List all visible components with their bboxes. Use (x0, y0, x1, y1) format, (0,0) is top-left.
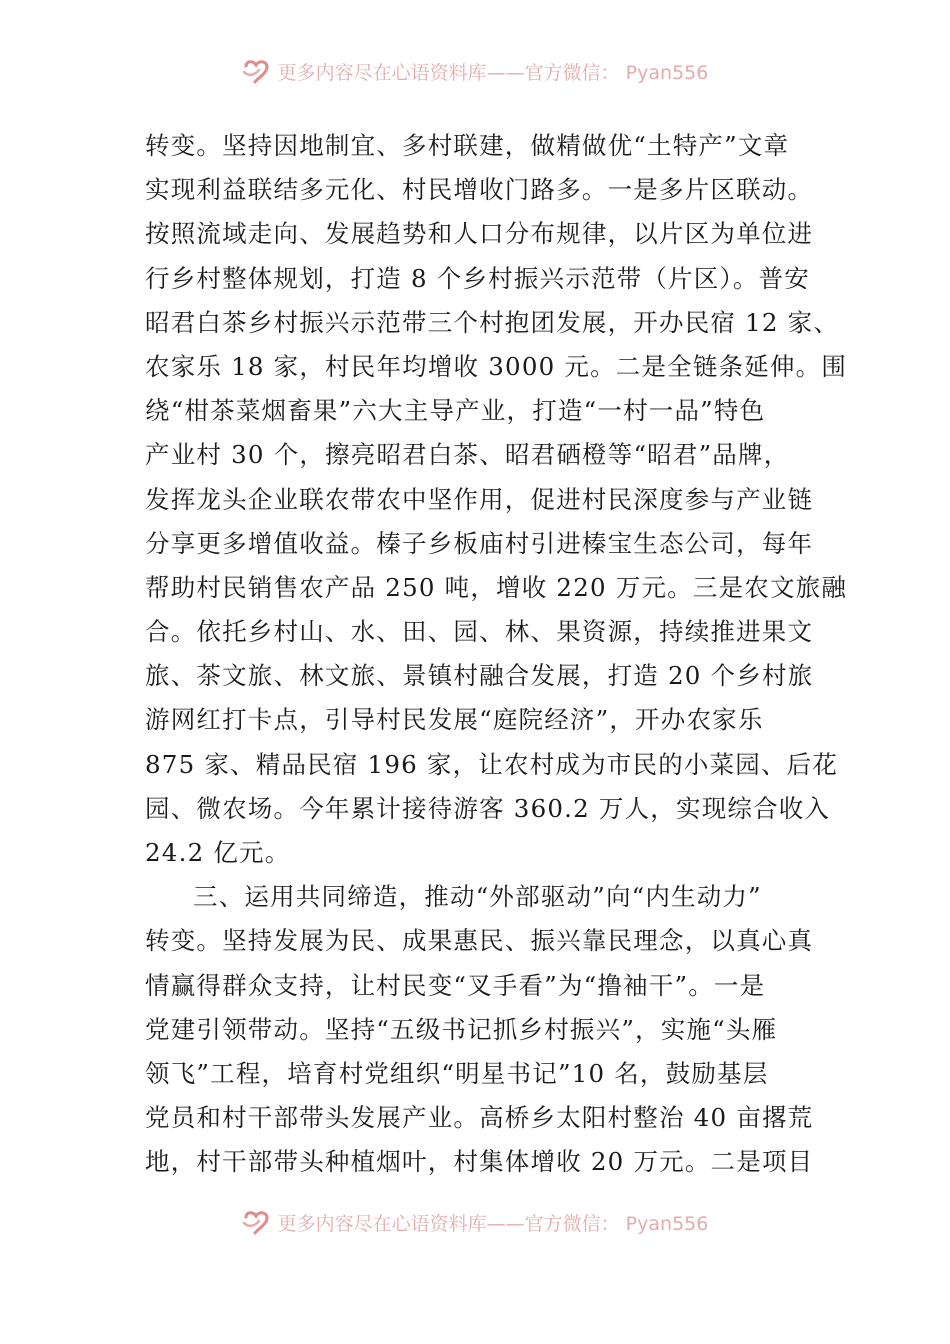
text-line: 行乡村整体规划，打造 8 个乡村振兴示范带（片区）。普安 (145, 263, 811, 293)
watermark-text: 更多内容尽在心语资料库——官方微信： Pyan556 (277, 1212, 709, 1235)
text-line: 按照流域走向、发展趋势和人口分布规律，以片区为单位进 (145, 219, 814, 249)
text-line: 转变。坚持因地制宜、多村联建，做精做优“土特产”文章 (145, 131, 790, 160)
heart-swirl-logo-icon (242, 58, 272, 84)
text-line: 领飞”工程，培育村党组织“明星书记”10 名，鼓励基层 (145, 1058, 769, 1088)
text-line: 实现利益联结多元化、村民增收门路多。一是多片区联动。 (145, 175, 814, 205)
text-line: 产业村 30 个，擦亮昭君白茶、昭君硒橙等“昭君”品牌， (145, 440, 790, 470)
watermark-text: 更多内容尽在心语资料库——官方微信： Pyan556 (277, 61, 709, 84)
text-line: 帮助村民销售农产品 250 吨，增收 220 万元。三是农文旅融 (145, 572, 848, 602)
text-line: 昭君白茶乡村振兴示范带三个村抱团发展，开办民宿 12 家、 (145, 307, 840, 337)
text-line: 24.2 亿元。 (145, 838, 291, 867)
section-heading-line: 三、运用共同缔造，推动“外部驱动”向“内生动力” (193, 882, 762, 912)
footer-watermark (0, 1207, 950, 1237)
text-line: 旅、茶文旅、林文旅、景镇村融合发展，打造 20 个乡村旅 (145, 661, 814, 691)
text-line: 园、微农场。今年累计接待游客 360.2 万人，实现综合收入 (145, 793, 831, 823)
text-line: 合。依托乡村山、水、田、园、林、果资源，持续推进果文 (145, 617, 814, 647)
text-line: 绕“柑茶菜烟畜果”六大主导产业，打造“一村一品”特色 (145, 396, 766, 426)
text-line: 转变。坚持发展为民、成果惠民、振兴靠民理念，以真心真 (145, 926, 814, 956)
text-line: 党建引领带动。坚持“五级书记抓乡村振兴”，实施“头雁 (145, 1014, 778, 1044)
header-watermark (0, 56, 950, 86)
text-line: 党员和村干部带头发展产业。高桥乡太阳村整治 40 亩撂荒 (145, 1103, 814, 1133)
text-line: 地，村干部带头种植烟叶，村集体增收 20 万元。二是项目 (145, 1147, 814, 1177)
text-line: 发挥龙头企业联农带农中坚作用，促进村民深度参与产业链 (145, 484, 814, 514)
text-line: 分享更多增值收益。榛子乡板庙村引进榛宝生态公司，每年 (145, 528, 814, 558)
text-line: 情赢得群众支持，让村民变“叉手看”为“撸袖干”。一是 (145, 970, 766, 1000)
text-line: 游网红打卡点，引导村民发展“庭院经济”，开办农家乐 (145, 705, 764, 735)
text-line: 875 家、精品民宿 196 家，让农村成为市民的小菜园、后花 (145, 749, 839, 779)
heart-swirl-logo-icon (242, 1209, 272, 1235)
document-body (145, 124, 848, 1185)
text-line: 农家乐 18 家，村民年均增收 3000 元。二是全链条延伸。围 (145, 351, 848, 381)
